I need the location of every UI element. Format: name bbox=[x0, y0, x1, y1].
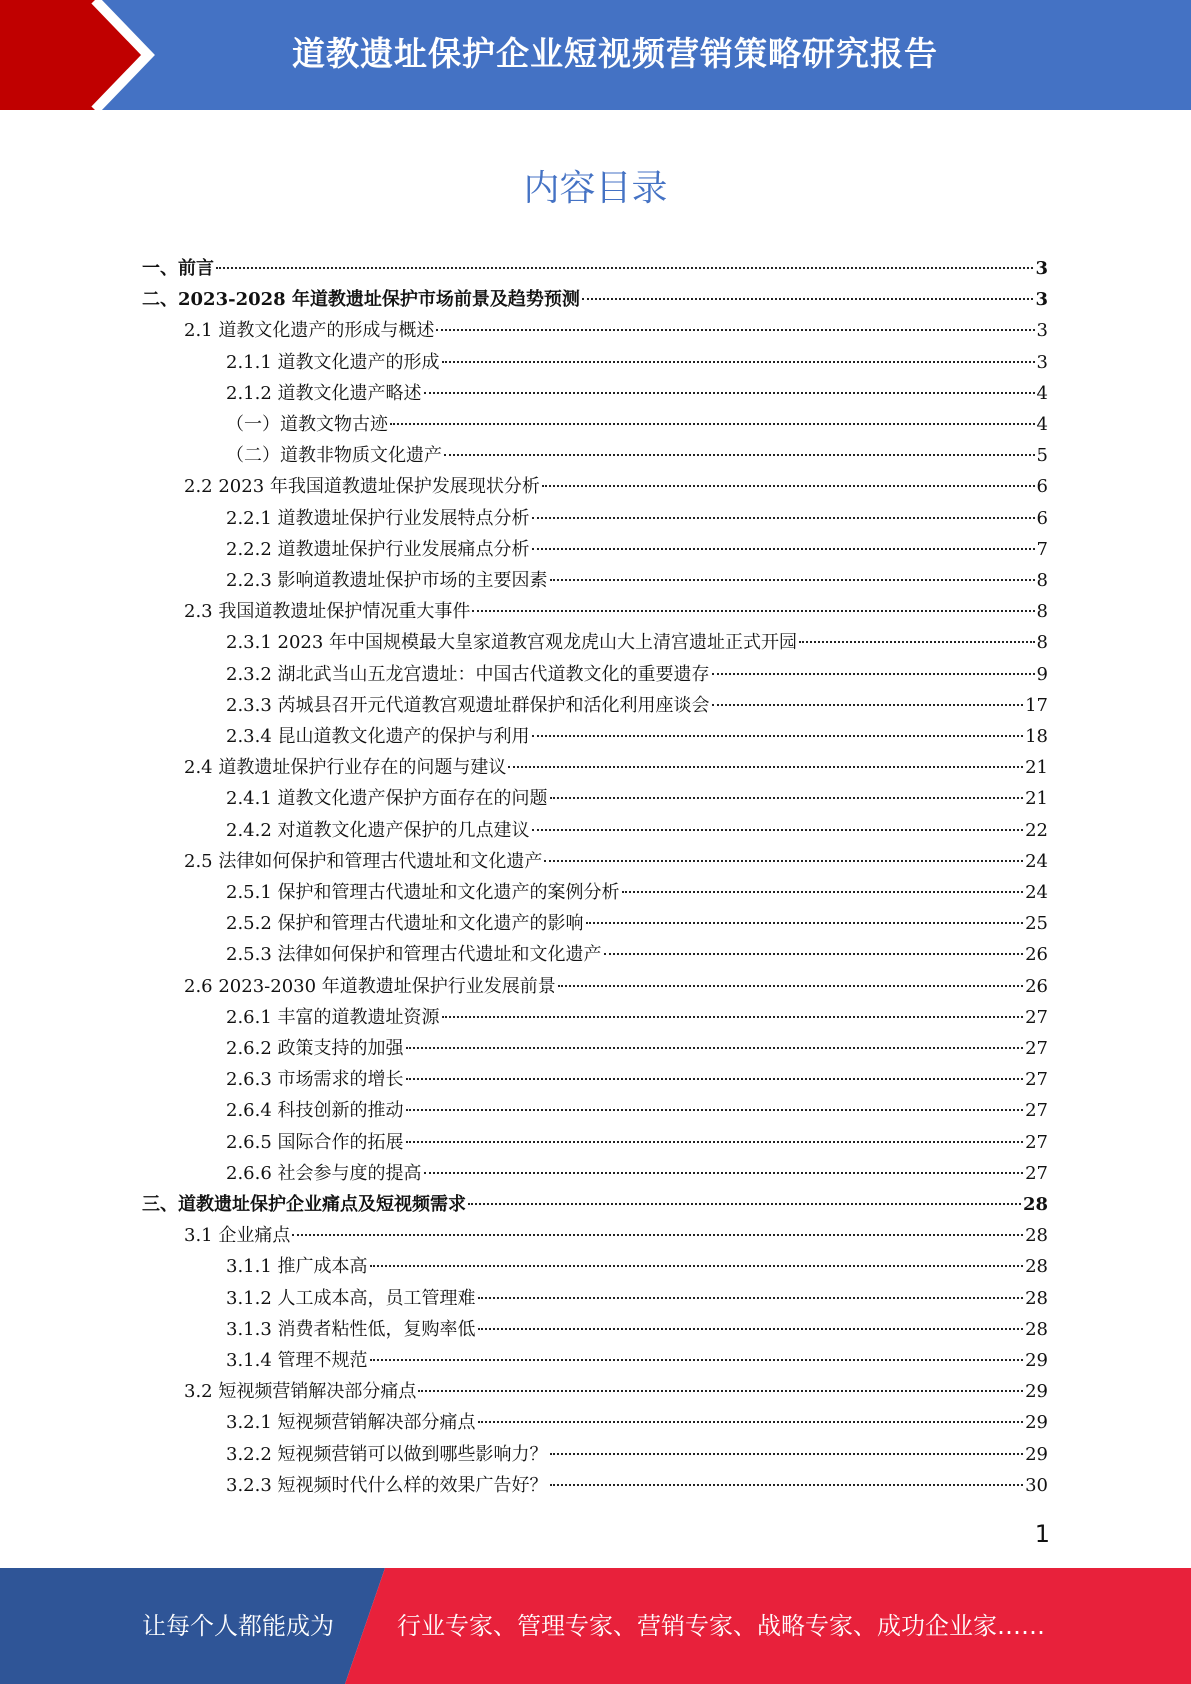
footer-slogan-left: 让每个人都能成为 bbox=[142, 1612, 334, 1640]
toc-entry-label: 2.3.1 2023 年中国规模最大皇家道教宫观龙虎山大上清宫遗址正式开园 bbox=[226, 632, 798, 653]
toc-entry-label: 2.6.5 国际合作的拓展 bbox=[226, 1132, 404, 1153]
toc-entry[interactable] bbox=[226, 1158, 1048, 1189]
toc-dot-leader bbox=[550, 1453, 1024, 1455]
toc-entry-label: 2.6.6 社会参与度的提高 bbox=[226, 1163, 422, 1184]
page-footer bbox=[0, 1568, 1191, 1684]
toc-dot-leader bbox=[468, 1203, 1021, 1205]
toc-dot-leader bbox=[542, 485, 1035, 487]
toc-dot-leader bbox=[472, 610, 1034, 612]
toc-entry[interactable] bbox=[226, 690, 1048, 721]
toc-entry-page: 6 bbox=[1036, 476, 1048, 497]
toc-dot-leader bbox=[604, 953, 1024, 955]
toc-entry-page: 6 bbox=[1036, 508, 1048, 529]
toc-dot-leader bbox=[406, 1141, 1024, 1143]
toc-dot-leader bbox=[390, 423, 1035, 425]
toc-entry-page: 29 bbox=[1025, 1444, 1048, 1465]
toc-entry-label: （一）道教文物古迹 bbox=[226, 414, 388, 435]
toc-entry-page: 26 bbox=[1025, 976, 1048, 997]
toc-dot-leader bbox=[799, 641, 1034, 643]
toc-dot-leader bbox=[478, 1297, 1024, 1299]
toc-dot-leader bbox=[712, 673, 1035, 675]
toc-entry[interactable] bbox=[226, 378, 1048, 409]
page-number: 1 bbox=[1034, 1520, 1050, 1548]
toc-dot-leader bbox=[370, 1359, 1024, 1361]
toc-entry-label: 3.2.2 短视频营销可以做到哪些影响力？ bbox=[226, 1444, 548, 1465]
toc-entry-page: 7 bbox=[1036, 539, 1048, 560]
toc-entry[interactable] bbox=[226, 534, 1048, 565]
toc-dot-leader bbox=[622, 891, 1024, 893]
toc-entry[interactable] bbox=[226, 1283, 1048, 1314]
toc-entry[interactable] bbox=[226, 1033, 1048, 1064]
footer-slogan-right: 行业专家、管理专家、营销专家、战略专家、成功企业家…… bbox=[397, 1612, 1045, 1640]
toc-dot-leader bbox=[532, 735, 1024, 737]
toc-entry-label: 2.2.3 影响道教遗址保护市场的主要因素 bbox=[226, 570, 548, 591]
toc-dot-leader bbox=[550, 797, 1024, 799]
toc-entry-label: 3.2.1 短视频营销解决部分痛点 bbox=[226, 1412, 476, 1433]
toc-entry[interactable] bbox=[226, 1470, 1048, 1501]
toc-entry-page: 28 bbox=[1025, 1225, 1048, 1246]
toc-entry[interactable] bbox=[184, 315, 1048, 346]
toc-entry-page: 3 bbox=[1035, 289, 1048, 310]
toc-dot-leader bbox=[550, 1484, 1024, 1486]
toc-entry-page: 8 bbox=[1036, 601, 1048, 622]
toc-entry[interactable] bbox=[226, 347, 1048, 378]
toc-dot-leader bbox=[478, 1421, 1024, 1423]
toc-entry-page: 4 bbox=[1036, 383, 1048, 404]
toc-dot-leader bbox=[406, 1047, 1024, 1049]
toc-entry-label: 2.4.2 对道教文化遗产保护的几点建议 bbox=[226, 820, 530, 841]
toc-dot-leader bbox=[370, 1265, 1024, 1267]
toc-dot-leader bbox=[550, 579, 1035, 581]
toc-entry-label: 2.1.1 道教文化遗产的形成 bbox=[226, 352, 440, 373]
toc-entry-label: 2.6.3 市场需求的增长 bbox=[226, 1069, 404, 1090]
toc-entry[interactable] bbox=[226, 1064, 1048, 1095]
toc-entry[interactable] bbox=[226, 503, 1048, 534]
toc-entry-page: 25 bbox=[1025, 913, 1048, 934]
toc-entry[interactable] bbox=[184, 1220, 1048, 1251]
toc-dot-leader bbox=[216, 267, 1033, 269]
toc-entry[interactable] bbox=[226, 409, 1048, 440]
toc-entry[interactable] bbox=[142, 253, 1048, 284]
toc-entry-page: 3 bbox=[1036, 320, 1048, 341]
toc-entry-label: 3.1 企业痛点 bbox=[184, 1225, 291, 1246]
toc-entry-label: 2.3 我国道教遗址保护情况重大事件 bbox=[184, 601, 471, 622]
toc-entry[interactable] bbox=[226, 1345, 1048, 1376]
toc-entry-page: 4 bbox=[1036, 414, 1048, 435]
toc-entry[interactable] bbox=[184, 596, 1048, 627]
toc-entry-page: 9 bbox=[1036, 664, 1048, 685]
toc-dot-leader bbox=[442, 361, 1035, 363]
toc-entry[interactable] bbox=[184, 846, 1048, 877]
toc-entry-page: 28 bbox=[1025, 1256, 1048, 1277]
toc-entry-label: 3.1.3 消费者粘性低，复购率低 bbox=[226, 1319, 476, 1340]
toc-entry-page: 29 bbox=[1025, 1381, 1048, 1402]
toc-entry-label: 2.4 道教遗址保护行业存在的问题与建议 bbox=[184, 757, 507, 778]
toc-dot-leader bbox=[558, 985, 1023, 987]
toc-entry[interactable] bbox=[226, 939, 1048, 970]
toc-entry-page: 27 bbox=[1025, 1038, 1048, 1059]
toc-entry-label: 3.2 短视频营销解决部分痛点 bbox=[184, 1381, 417, 1402]
toc-entry-label: 3.1.4 管理不规范 bbox=[226, 1350, 368, 1371]
toc-dot-leader bbox=[712, 704, 1024, 706]
toc-entry-page: 5 bbox=[1036, 445, 1048, 466]
toc-entry-label: （二）道教非物质文化遗产 bbox=[226, 445, 442, 466]
toc-dot-leader bbox=[532, 548, 1035, 550]
toc-entry[interactable] bbox=[184, 752, 1048, 783]
toc-entry-label: 2.2.2 道教遗址保护行业发展痛点分析 bbox=[226, 539, 530, 560]
toc-entry[interactable] bbox=[226, 1407, 1048, 1438]
toc-entry[interactable] bbox=[142, 1189, 1048, 1220]
toc-entry-page: 27 bbox=[1025, 1100, 1048, 1121]
toc-dot-leader bbox=[424, 392, 1035, 394]
toc-entry-label: 三、道教遗址保护企业痛点及短视频需求 bbox=[142, 1194, 466, 1215]
toc-dot-leader bbox=[544, 860, 1023, 862]
toc-dot-leader bbox=[406, 1078, 1024, 1080]
toc-entry-label: 3.1.1 推广成本高 bbox=[226, 1256, 368, 1277]
toc-entry-label: 2.3.4 昆山道教文化遗产的保护与利用 bbox=[226, 726, 530, 747]
toc-entry[interactable] bbox=[226, 565, 1048, 596]
toc-entry[interactable] bbox=[184, 1376, 1048, 1407]
toc-entry[interactable] bbox=[226, 815, 1048, 846]
toc-entry[interactable] bbox=[226, 440, 1048, 471]
toc-entry[interactable] bbox=[226, 908, 1048, 939]
toc-dot-leader bbox=[508, 766, 1023, 768]
toc-entry-label: 2.3.2 湖北武当山五龙宫遗址：中国古代道教文化的重要遗存 bbox=[226, 664, 710, 685]
toc-dot-leader bbox=[406, 1109, 1024, 1111]
toc-entry-page: 21 bbox=[1025, 788, 1048, 809]
toc-entry[interactable] bbox=[226, 1095, 1048, 1126]
toc-dot-leader bbox=[444, 454, 1035, 456]
toc-entry-page: 3 bbox=[1035, 258, 1048, 279]
toc-entry[interactable] bbox=[226, 1314, 1048, 1345]
toc-entry-page: 28 bbox=[1022, 1194, 1048, 1215]
toc-dot-leader bbox=[436, 329, 1034, 331]
toc-entry-label: 一、前言 bbox=[142, 258, 214, 279]
toc-entry-label: 2.1 道教文化遗产的形成与概述 bbox=[184, 320, 435, 341]
report-title: 道教遗址保护企业短视频营销策略研究报告 bbox=[292, 34, 938, 73]
toc-dot-leader bbox=[582, 298, 1034, 300]
toc-entry[interactable] bbox=[226, 659, 1048, 690]
toc-entry-label: 2.4.1 道教文化遗产保护方面存在的问题 bbox=[226, 788, 548, 809]
toc-entry-page: 27 bbox=[1025, 1132, 1048, 1153]
page-header bbox=[0, 0, 1191, 110]
toc-entry[interactable] bbox=[142, 284, 1048, 315]
toc-dot-leader bbox=[424, 1172, 1024, 1174]
toc-dot-leader bbox=[532, 829, 1024, 831]
toc-dot-leader bbox=[418, 1390, 1023, 1392]
toc-entry[interactable] bbox=[226, 1439, 1048, 1470]
toc-heading: 内容目录 bbox=[523, 168, 668, 209]
toc-entry-page: 3 bbox=[1036, 352, 1048, 373]
toc-entry[interactable] bbox=[184, 471, 1048, 502]
toc-entry-page: 29 bbox=[1025, 1412, 1048, 1433]
toc-entry[interactable] bbox=[226, 1127, 1048, 1158]
toc-entry-label: 2.2.1 道教遗址保护行业发展特点分析 bbox=[226, 508, 530, 529]
toc-dot-leader bbox=[586, 922, 1024, 924]
toc-entry-page: 29 bbox=[1025, 1350, 1048, 1371]
toc-entry-page: 18 bbox=[1025, 726, 1048, 747]
toc-entry[interactable] bbox=[226, 627, 1048, 658]
toc-entry-page: 27 bbox=[1025, 1069, 1048, 1090]
toc-entry-page: 28 bbox=[1025, 1288, 1048, 1309]
toc-entry-label: 3.2.3 短视频时代什么样的效果广告好？ bbox=[226, 1475, 548, 1496]
toc-dot-leader bbox=[478, 1328, 1024, 1330]
toc-entry-page: 8 bbox=[1036, 570, 1048, 591]
toc-dot-leader bbox=[442, 1016, 1024, 1018]
toc-entry[interactable] bbox=[226, 721, 1048, 752]
toc-entry-page: 21 bbox=[1025, 757, 1048, 778]
toc-entry-page: 8 bbox=[1036, 632, 1048, 653]
toc-entry-label: 3.1.2 人工成本高，员工管理难 bbox=[226, 1288, 476, 1309]
toc-entry-page: 17 bbox=[1025, 695, 1048, 716]
toc-entry-page: 27 bbox=[1025, 1163, 1048, 1184]
toc-entry[interactable] bbox=[226, 877, 1048, 908]
toc-entry-label: 2.1.2 道教文化遗产略述 bbox=[226, 383, 422, 404]
toc-entry-label: 2.3.3 芮城县召开元代道教宫观遗址群保护和活化利用座谈会 bbox=[226, 695, 710, 716]
toc-entry-label: 2.2 2023 年我国道教遗址保护发展现状分析 bbox=[184, 476, 540, 497]
toc-entry-label: 2.6.1 丰富的道教遗址资源 bbox=[226, 1007, 440, 1028]
toc-entry-label: 2.5.3 法律如何保护和管理古代遗址和文化遗产 bbox=[226, 944, 602, 965]
toc-entry-label: 2.5 法律如何保护和管理古代遗址和文化遗产 bbox=[184, 851, 543, 872]
toc-entry-label: 2.6.4 科技创新的推动 bbox=[226, 1100, 404, 1121]
toc-entry-page: 24 bbox=[1025, 851, 1048, 872]
toc-entry-page: 22 bbox=[1025, 820, 1048, 841]
toc-entry-label: 二、2023-2028 年道教遗址保护市场前景及趋势预测 bbox=[142, 289, 580, 310]
toc-entry[interactable] bbox=[226, 1002, 1048, 1033]
toc-entry[interactable] bbox=[226, 1251, 1048, 1282]
toc-entry-page: 24 bbox=[1025, 882, 1048, 903]
toc-entry-page: 30 bbox=[1025, 1475, 1048, 1496]
toc-dot-leader bbox=[532, 517, 1035, 519]
toc-entry-page: 27 bbox=[1025, 1007, 1048, 1028]
toc-entry-page: 26 bbox=[1025, 944, 1048, 965]
toc-entry-label: 2.5.2 保护和管理古代遗址和文化遗产的影响 bbox=[226, 913, 584, 934]
toc-entry[interactable] bbox=[184, 971, 1048, 1002]
toc-dot-leader bbox=[292, 1234, 1023, 1236]
toc-entry[interactable] bbox=[226, 783, 1048, 814]
toc-entry-label: 2.6 2023-2030 年道教遗址保护行业发展前景 bbox=[184, 976, 556, 997]
toc-entry-label: 2.5.1 保护和管理古代遗址和文化遗产的案例分析 bbox=[226, 882, 620, 903]
toc-entry-label: 2.6.2 政策支持的加强 bbox=[226, 1038, 404, 1059]
toc-entry-page: 28 bbox=[1025, 1319, 1048, 1340]
